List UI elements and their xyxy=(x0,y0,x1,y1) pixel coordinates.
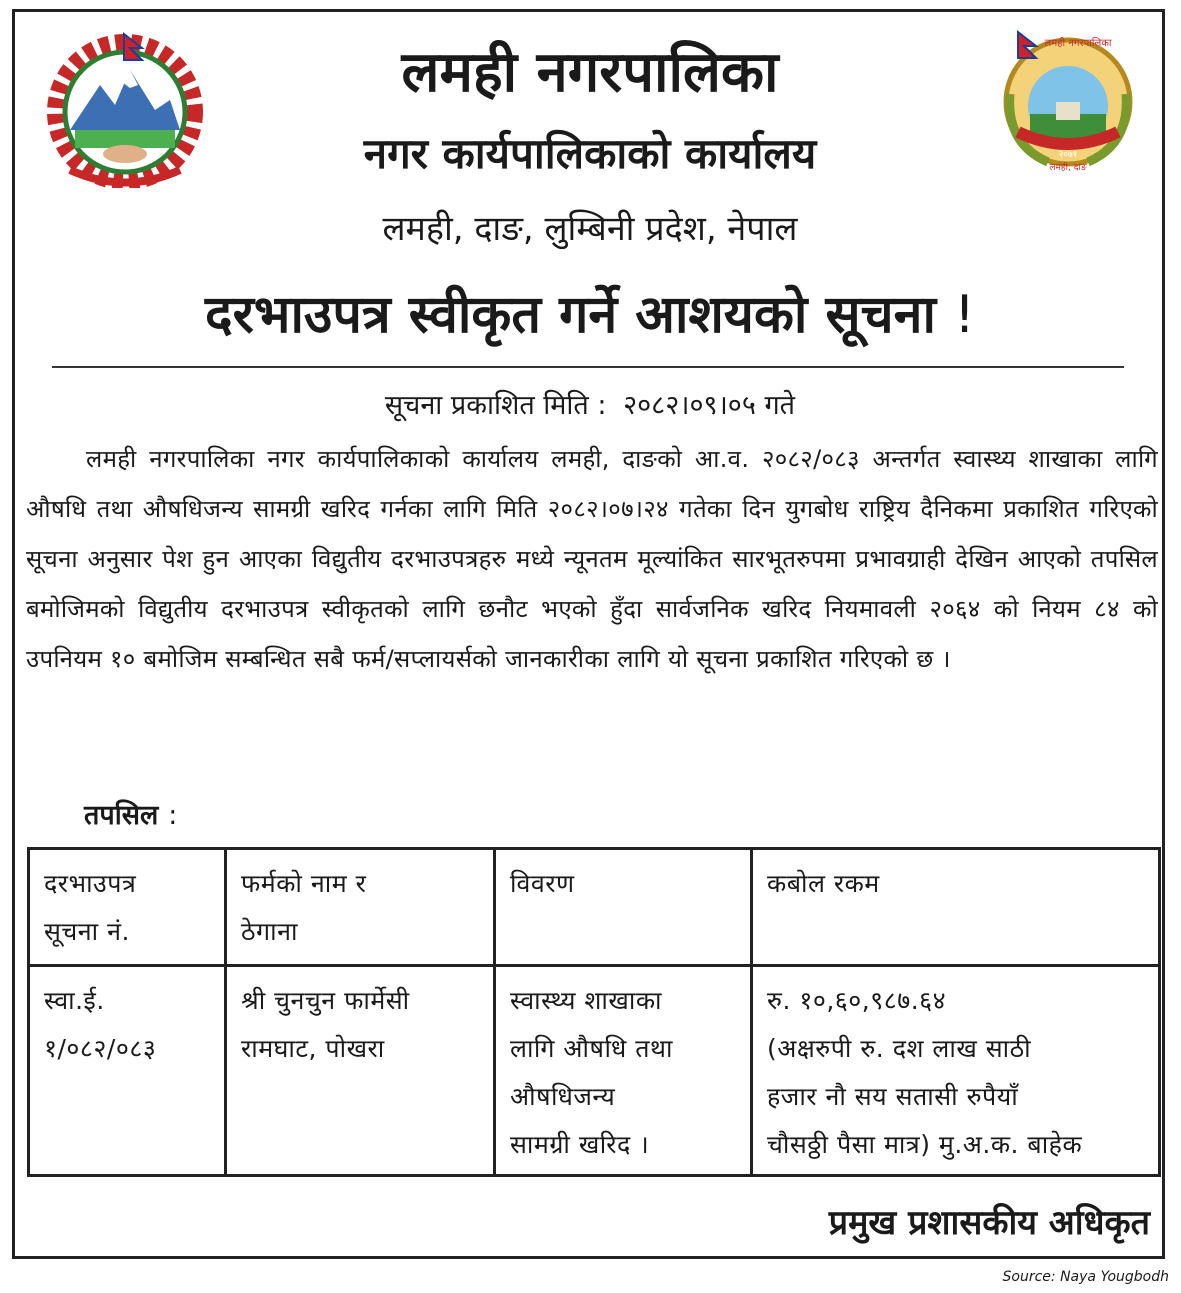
notice-title xyxy=(40,278,1140,352)
notice-title-mark: ! xyxy=(954,285,975,345)
seal-top-text: लमही नगरपालिका xyxy=(1044,38,1112,49)
cell-description: स्वास्थ्य शाखाका लागि औषधि तथा औषधिजन्य सामग्री खरिद । xyxy=(495,966,752,1176)
publish-date xyxy=(230,386,950,426)
table-row xyxy=(29,966,1160,1176)
header-cell-description: विवरण xyxy=(495,849,752,966)
office-address: लमही, दाङ, लुम्बिनी प्रदेश, नेपाल xyxy=(382,209,798,249)
office-name: नगर कार्यपालिकाको कार्यालय xyxy=(363,129,817,178)
publish-date-value: २०८२।०९।०५ गते xyxy=(623,390,796,421)
bird-icon xyxy=(1056,102,1080,120)
source-credit: Source: Naya Yougbodh xyxy=(1002,1269,1169,1285)
nepal-flag-icon xyxy=(1018,32,1036,58)
header-cell-notice-no: दरभाउपत्र सूचना नं. xyxy=(29,849,226,966)
seal-year-text: २०७१ xyxy=(1058,150,1078,160)
details-colon: : xyxy=(168,800,178,831)
handshake-icon xyxy=(103,145,147,163)
cell-amount: रु. १०,६०,९८७.६४ (अक्षरुपी रु. दश लाख साठी हजार नौ सय सतासी रुपैयाँ चौसठ्ठी पैसा मात्र) मु.अ.क. बाहेक xyxy=(752,966,1160,1176)
municipality-name: लमही नगरपालिका xyxy=(401,40,779,105)
cell-notice-no: स्वा.ई. १/०८२/०८३ xyxy=(29,966,226,1176)
header-cell-amount: कबोल रकम xyxy=(752,849,1160,966)
signatory-title: प्रमुख प्रशासकीय अधिकृत xyxy=(828,1203,1150,1243)
notice-body: लमही नगरपालिका नगर कार्यपालिकाको कार्यालय लमही, दाङको आ.व. २०८२/०८३ अन्तर्गत स्वास्थ्य शाखाका लागि औषधि तथा औषधिजन्य सामग्री खरिद गर्नका लागि मिति २०८२।०७।२४ गतेका दिन युगबोध राष्ट्रिय दैनिकमा प्रकाशित गरिएको सूचना अनुसार पेश हुन आएका विद्युतीय दरभाउपत्रहरु मध्ये न्यूनतम मूल्यांकित सारभूतरुपमा प्रभावग्राही देखिन आएको तपसिल बमोजिमको विद्युतीय दरभाउपत्र स्वीकृतको लागि छनौट भएको हुँदा सार्वजनिक खरिद नियमावली २०६४ को नियम ८४ को उपनियम १० बमोजिम सम्बन्धित सबै फर्म/सप्लायर्सको जानकारीका लागि यो सूचना प्रकाशित गरिएको छ । xyxy=(26,445,1158,673)
publish-date-label: सूचना प्रकाशित मिति : xyxy=(384,390,607,421)
details-table xyxy=(27,847,1161,1177)
seal-place-text: लमही, दाङ xyxy=(1049,163,1087,173)
title-divider xyxy=(52,366,1124,368)
nepal-emblem-logo xyxy=(30,30,220,188)
cell-firm: श्री चुनचुन फार्मेसी रामघाट, पोखरा xyxy=(226,966,495,1176)
table-header-row xyxy=(29,849,1160,966)
municipality-seal-logo xyxy=(988,24,1148,174)
notice-title-text: दरभाउपत्र स्वीकृत गर्ने आशयको सूचना xyxy=(205,285,936,345)
details-heading xyxy=(84,794,177,838)
header-cell-firm: फर्मको नाम र ठेगाना xyxy=(226,849,495,966)
details-label: तपसिल xyxy=(84,800,159,831)
